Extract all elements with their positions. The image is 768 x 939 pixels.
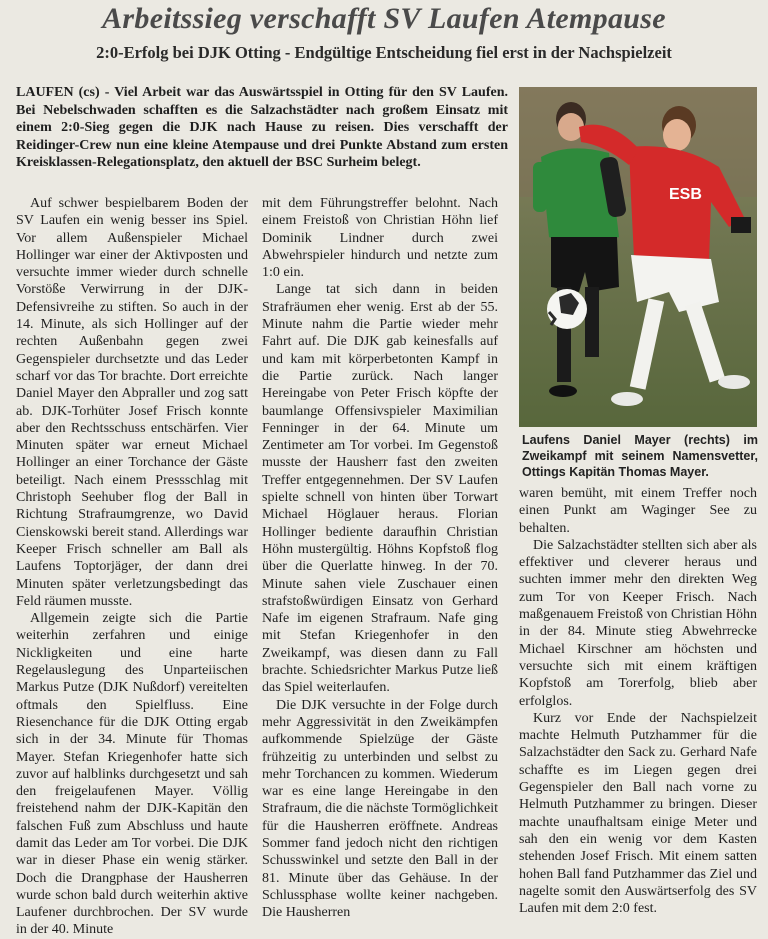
column-2-paragraph-3: Die DJK versuchte in der Folge durch mehr Aggressivität in den Zweikämpfen aufkommende Spielzüge der Gäste frühzeitig zu unterbinden und selbst zu mehr Torchancen zu kommen. Wiederum war es eine lange Hereingabe in den Strafraum, die die nächste Tormöglichkeit für die Hausherren eröffnete. Andreas Sommer fand jedoch nicht den richtigen Schusswinkel und setzte den Ball in der 81. Minute über das Gehäuse. In der Schlussphase wollte keiner nachgeben. Die Hausherren: [262, 697, 498, 921]
article-column-2: [262, 195, 498, 921]
match-photo: [519, 87, 757, 427]
lead-paragraph: LAUFEN (cs) - Viel Arbeit war das Auswärtsspiel in Otting für den SV Laufen. Bei Nebelschwaden schafften es die Salzachstädter nach großem Einsatz mit einem 2:0-Sieg gegen die DJK nach Hause zu reisen. Dies verschafft der Reidinger-Crew nun eine kleine Atempause und drei Punkte Abstand zum ersten Kreisklassen-Relegationsplatz, den aktuell der BSC Surheim belegt.: [16, 85, 508, 170]
column-2-paragraph-2: Lange tat sich dann in beiden Strafräumen eher wenig. Erst ab der 55. Minute nahm die Partie wieder mehr Fahrt auf. Die DJK gab keinesfalls auf und kam mit körperbetonten Kampf in die Partie zurück. Nach langer Hereingabe von Peter Frisch köpfte der baumlange Offensivspieler Maximilian Fenninger in der 64. Minute um Zentimeter am Tor vorbei. Im Gegenstoß musste der Hausherr fast den zweiten Treffer entgegennehmen. Der SV Laufen spielte schnell von hinten über Torwart Michael Höglauer heraus. Florian Hollinger bediente daraufhin Christian Höhn mustergültig. Höhns Kopfstoß flog über die Querlatte hinweg. In der 70. Minute sahen viele Zuschauer einen strafstoßwürdigen Einsatz von Gerhard Nafe im eigenen Strafraum. Nafe ging mit Stefan Kriegenhofer in den Zweikampf, was diesen dann zu Fall brachte. Schiedsrichter Markus Putze ließ das Spiel weiterlaufen.: [262, 282, 498, 696]
column-3-paragraph-1: waren bemüht, mit einem Treffer noch einen Punkt am Waginger See zu behalten.: [519, 486, 757, 536]
football: [547, 289, 587, 329]
column-3-paragraph-2: Die Salzachstädter stellten sich aber als effektiver und cleverer heraus und suchten immer mehr den direkten Weg zum Tor von Keeper Frisch. Nach maßgenauem Freistoß von Christian Höhn in der 84. Minute stieg Abwehrrecke Michael Kirschner am höchsten und versuchte sich mit einem kräftigen Kopfstoß am Torerfolg, blieb aber erfolglos.: [519, 537, 757, 709]
headline: Arbeitssieg verschafft SV Laufen Atempause: [102, 2, 666, 35]
column-1-paragraph-2: Allgemein zeigte sich die Partie weiterhin zerfahren und einige Nickligkeiten und eine harte Regelauslegung des Unparteiischen Markus Putze (DJK Nußdorf) vereitelten oftmals den Spielfluss. Eine Riesenchance für die DJK Otting ergab sich in der 34. Minute für Thomas Mayer. Stefan Kriegenhofer hatte sich zuvor auf halblinks durchgesetzt und sah den freigelaufenen Mayer. Völlig freistehend nahm der DJK-Kapitän den falschen Fuß zum Abschluss und haute damit das Leder am Tor vorbei. Die DJK war in dieser Phase ein wenig stärker. Doch die Drangphase der Hausherren wurde schon bald durch weiterhin aktive Laufener durchbrochen. Der SV wurde in der 40. Minute: [16, 611, 248, 938]
subheadline: 2:0-Erfolg bei DJK Otting - Endgültige Entscheidung fiel erst in der Nachspielzeit: [96, 43, 672, 62]
article-column-3: [519, 485, 757, 917]
column-2-paragraph-1: mit dem Führungstreffer belohnt. Nach einem Freistoß von Christian Höhn lief Dominik Lindner durch zwei Abwehrspieler hindurch und netzte zum 1:0 ein.: [262, 196, 498, 281]
column-1-paragraph-1: Auf schwer bespielbarem Boden der SV Laufen ein wenig besser ins Spiel. Vor allem Außenspieler Michael Hollinger war einer der Aktivposten und versuchte immer wieder durch schnelle Vorstöße Verwirrung in der DJK-Defensivreihe zu stiften. So auch in der 14. Minute, als sich Hollinger auf der rechten Außenbahn gegen zwei Gegenspieler durchsetzte und das Leder scharf vor das Tor brachte. Dort erreichte Daniel Mayer den Abpraller und zog satt ab. DJK-Torhüter Josef Frisch konnte aber den Rechtsschuss entschärfen. Vier Minuten später war erneut Michael Hollinger an einer Torchance der Gäste beteiligt. Nach einem Pressschlag mit Christoph Seehuber flog der Ball in Richtung Strafraumgrenze, wo David Cienskowski bereit stand. Allerdings war Keeper Frisch schneller am Ball als Laufens Toptorjäger, der dann drei Minuten später verletzungsbedingt das Feld räumen musste.: [16, 196, 248, 609]
article-column-1: [16, 195, 248, 938]
jersey-sponsor-text: ESB: [669, 186, 702, 203]
column-3-paragraph-3: Kurz vor Ende der Nachspielzeit machte Helmuth Putzhammer für die Salzachstädter den Sack zu. Gerhard Nafe schaffte es im Liegen gegen drei Gegenspieler den Ball nach vorne zu Helmuth Putzhammer zu bringen. Dieser machte unaufhaltsam einige Meter und sah den ein wenig vor dem Kasten stehenden Josef Frisch. Mit einem satten hohen Ball fand Putzhammer das Ziel und nagelte somit den Auswärtserfolg des SV Laufen mit dem 2:0 fest.: [519, 710, 757, 917]
match-photo-illustration: [519, 87, 757, 427]
photo-caption: Laufens Daniel Mayer (rechts) im Zweikampf mit seinem Namensvetter, Ottings Kapitän Thomas Mayer.: [522, 433, 758, 479]
